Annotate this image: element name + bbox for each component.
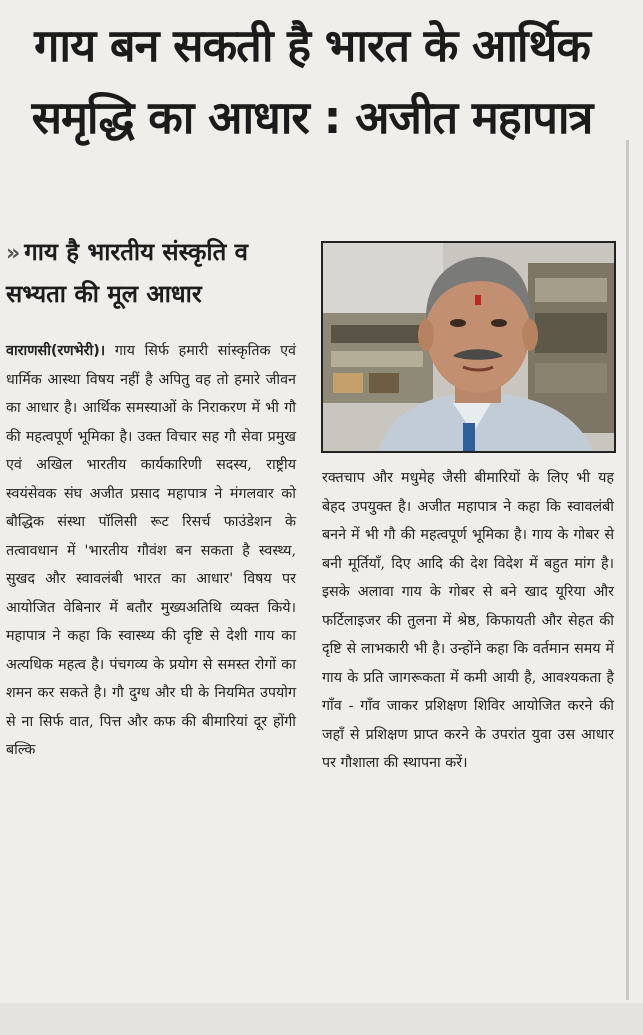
subheadline-text: गाय है भारतीय संस्कृति व सभ्यता की मूल आधार (6, 238, 248, 308)
subheadline (6, 232, 306, 314)
headline: गाय बन सकती है भारत के आर्थिक समृद्धि का आधार : अजीत महापात्र (31, 19, 593, 144)
article-column-right (322, 464, 614, 778)
portrait-photo (321, 241, 616, 453)
dateline: वाराणसी(रणभेरी)। (6, 343, 106, 359)
portrait-illustration (323, 243, 614, 451)
page-footer-strip (0, 1003, 643, 1035)
double-chevron-icon: » (6, 241, 21, 266)
article-column-left (6, 337, 296, 765)
column-divider (626, 140, 629, 1000)
article-body-right: रक्तचाप और मधुमेह जैसी बीमारियों के लिए भी यह बेहद उपयुक्त है। अजीत महापात्र ने कहा कि स्वावलंबी बनने में भी गौ की महत्वपूर्ण भूमिका है। गाय के गोबर से बनी मूर्तियाँ, दिए आदि की देश विदेश में बहुत मांग है। इसके अलावा गाय के गोबर से बने खाद यूरिया और फर्टिलाइजर की तुलना में श्रेष्ठ, किफायती और सेहत की दृष्टि से लाभकारी भी है। उन्होंने कहा कि वर्तमान समय में गाय के प्रति जागरूकता में कमी आयी है, आवश्यकता है गाँव - गाँव जाकर प्रशिक्षण शिविर आयोजित करने की जहाँ से प्रशिक्षण प्राप्त करने के उपरांत युवा उस आधार पर गौशाला की स्थापना करें। (322, 470, 614, 771)
article-body-left: गाय सिर्फ हमारी सांस्कृतिक एवं धार्मिक आस्था विषय नहीं है अपितु वह तो हमारे जीवन का आधार है। आर्थिक समस्याओं के निराकरण में भी गौ की महत्वपूर्ण भूमिका है। उक्त विचार सह गौ सेवा प्रमुख एवं अखिल भारतीय कार्यकारिणी सदस्य, राष्ट्रीय स्वयंसेवक संघ अजीत प्रसाद महापात्र ने मंगलवार को बौद्धिक संस्था पॉलिसी रूट रिसर्च फाउंडेशन के तत्वावधान में 'भारतीय गौवंश बन सकता है स्वस्थ्य, सुखद और स्वावलंबी भारत का आधार' विषय पर आयोजित वेबिनार में बतौर मुख्यअतिथि व्यक्त किये। महापात्र ने कहा कि स्वास्थ्य की दृष्टि से देशी गाय का अत्यधिक महत्व है। पंचगव्य के प्रयोग से समस्त रोगों का शमन कर सकते है। गौ दुग्ध और घी के नियमित उपयोग से ना सिर्फ वात, पित्त और कफ की बीमारियां दूर होंगी बल्कि (6, 343, 297, 758)
